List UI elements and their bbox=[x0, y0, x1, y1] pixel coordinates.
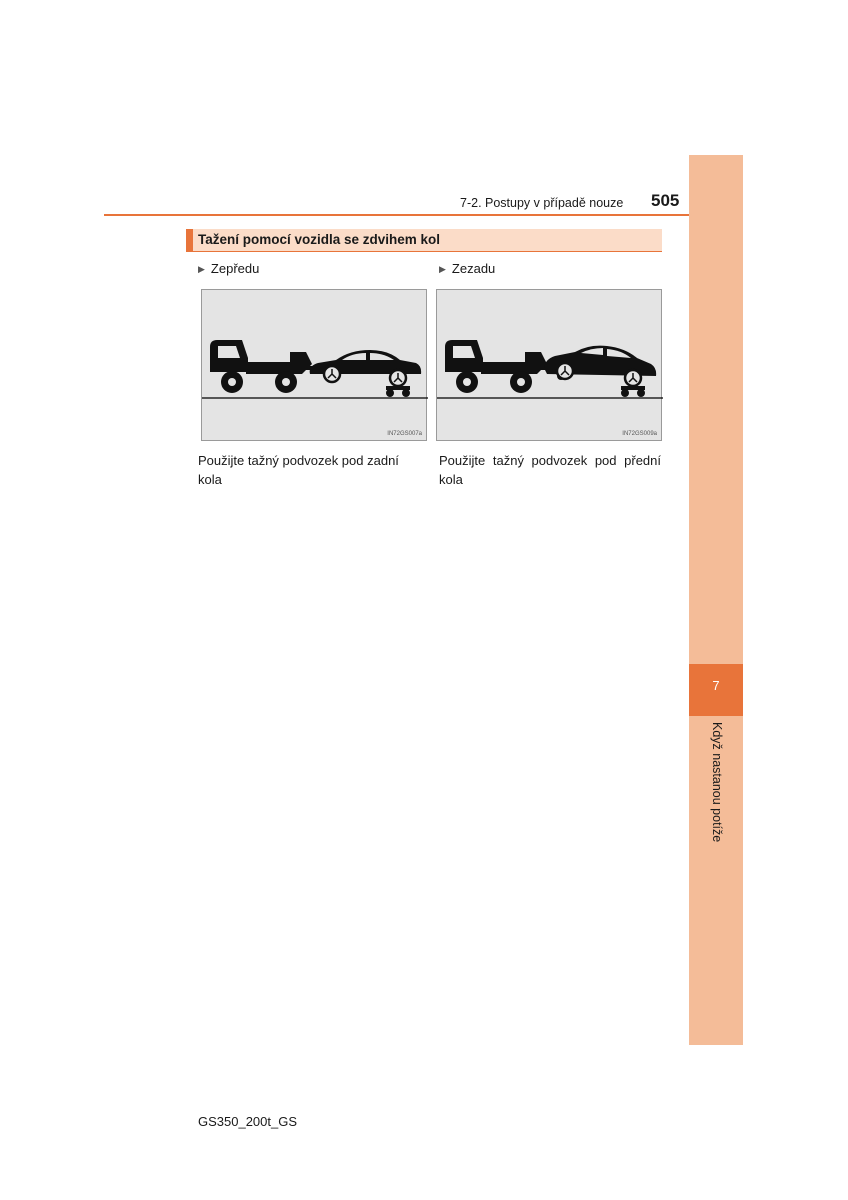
caption-front: Použijte tažný podvozek pod zadní kola bbox=[198, 453, 399, 487]
page-number: 505 bbox=[651, 191, 680, 210]
chapter-side-tab bbox=[689, 155, 743, 1045]
figure-code: IN72GS007a bbox=[387, 431, 422, 437]
figure-tow-front bbox=[201, 289, 427, 441]
bullet-rear bbox=[439, 261, 495, 276]
chapter-title: Když nastanou potíže bbox=[710, 722, 724, 843]
header-divider bbox=[104, 214, 689, 216]
tow-truck-front-illustration bbox=[202, 290, 428, 442]
caption-rear: Použijte tažný podvozek pod přední kola bbox=[439, 453, 661, 487]
triangle-bullet-icon: ▶ bbox=[198, 264, 205, 274]
bullet-front bbox=[198, 261, 259, 276]
section-heading bbox=[186, 229, 662, 252]
triangle-bullet-icon: ▶ bbox=[439, 264, 446, 274]
tow-truck-rear-illustration bbox=[437, 290, 663, 442]
bullet-front-label: Zepředu bbox=[210, 261, 260, 276]
figure-code: IN72GS009a bbox=[622, 431, 657, 437]
figure-tow-rear bbox=[436, 289, 662, 441]
bullet-rear-label: Zezadu bbox=[451, 261, 496, 276]
chapter-number: 7 bbox=[689, 664, 743, 716]
section-heading-text: Tažení pomocí vozidla se zdvihem kol bbox=[198, 232, 441, 247]
footer-model: GS350_200t_GS bbox=[198, 1114, 298, 1129]
header-section-title: 7-2. Postupy v případě nouze bbox=[460, 196, 624, 210]
